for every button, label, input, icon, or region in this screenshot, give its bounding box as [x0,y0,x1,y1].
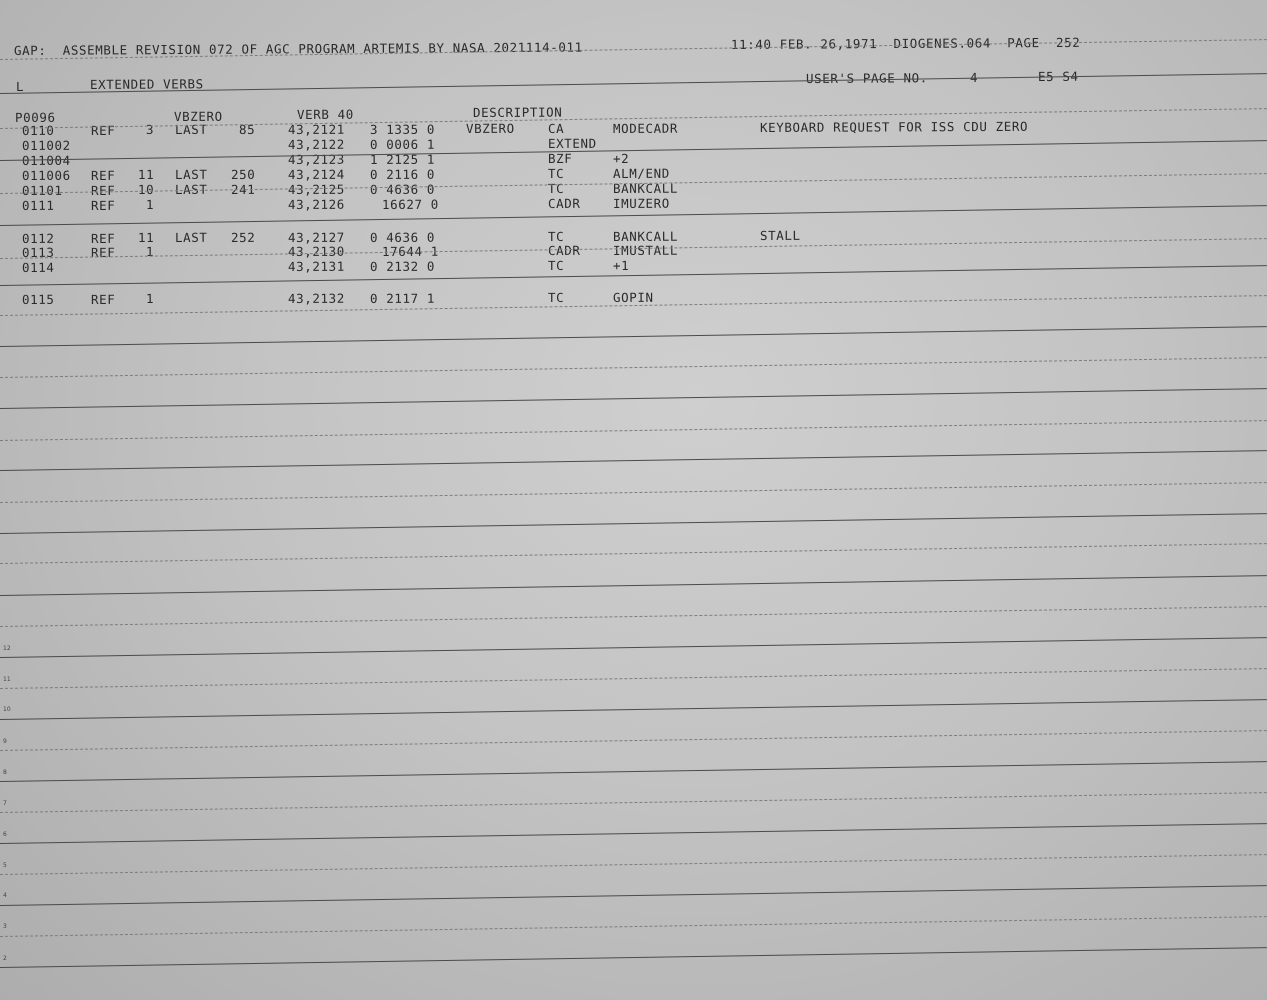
cell-opcode: CA [547,120,565,136]
cell-octal-word: 17644 1 [381,243,439,259]
margin-line-number: 10 [3,706,11,713]
cell-ref-keyword: REF [90,197,116,213]
dashed-rule [0,606,1267,627]
timestamp-header: 11:40 FEB. 26,1971 DIOGENES.064 PAGE 252 [730,34,1081,52]
cell-address: 43,2122 [287,136,345,152]
dashed-rule [0,420,1267,441]
cell-octal-word: 0 4636 0 [369,181,436,197]
cell-octal-word: 1 2125 1 [369,151,436,167]
cell-ref-count: 10 [137,181,155,197]
cell-last-page: 241 [230,181,256,197]
cell-last-page: 252 [230,229,256,245]
cell-opcode: TC [547,257,565,273]
cell-opcode: TC [547,180,565,196]
cell-address: 43,2132 [287,290,345,306]
cell-opcode: BZF [547,150,573,166]
cell-last-page: 85 [238,121,256,137]
cell-operand: BANKCALL [612,228,679,244]
cell-line-number: 0110 [21,122,55,138]
solid-rule [0,136,1267,161]
cell-operand: GOPIN [612,289,654,305]
cell-line-number: 011004 [21,152,71,168]
cell-ref-count: 11 [137,229,155,245]
cell-line-number: 0111 [21,197,55,213]
cell-comment: KEYBOARD REQUEST FOR ISS CDU ZERO [759,118,1029,135]
cell-address: 43,2130 [287,243,345,259]
cell-address: 43,2123 [287,151,345,167]
cell-address: 43,2124 [287,166,345,182]
cell-last-keyword: LAST [174,166,208,182]
solid-rule [0,947,1267,968]
dashed-rule [0,543,1267,564]
cell-opcode: EXTEND [547,135,597,151]
verb-heading: VERB 40 [296,106,354,122]
cell-opcode: TC [547,228,565,244]
margin-line-number: 8 [3,769,7,776]
cell-octal-word: 0 2117 1 [369,290,436,306]
cell-operand: +2 [612,150,630,166]
margin-line-number: 7 [3,800,7,807]
cell-ref-count: 11 [137,166,155,182]
cell-last-keyword: LAST [174,121,208,137]
cell-line-number: 01101 [21,182,63,198]
solid-rule [0,761,1267,782]
cell-octal-word: 0 4636 0 [369,229,436,245]
cell-operand: IMUSTALL [612,242,679,258]
cell-last-page: 250 [230,166,256,182]
cell-line-number: 0114 [21,259,55,275]
cell-operand: ALM/END [612,165,670,181]
cell-octal-word: 3 1335 0 [369,121,436,137]
page-id: P0096 [14,109,56,125]
solid-rule [0,265,1267,286]
dashed-rule [0,482,1267,503]
solid-rule [0,388,1267,409]
cell-ref-keyword: REF [90,230,116,246]
cell-comment: STALL [759,227,801,243]
cell-address: 43,2126 [287,196,345,212]
solid-rule [0,823,1267,844]
cell-operand: BANKCALL [612,180,679,196]
margin-line-number: 6 [3,831,7,838]
cell-opcode: CADR [547,242,581,258]
solid-rule [0,885,1267,906]
margin-line-number: 2 [3,955,7,962]
cell-last-keyword: LAST [174,181,208,197]
cell-line-number: 0113 [21,244,55,260]
user-page-label: USER'S PAGE NO. [805,70,928,86]
cell-symbol-label: VBZERO [465,120,515,136]
solid-rule [0,699,1267,720]
cell-operand: +1 [612,257,630,273]
margin-line-number: 3 [3,923,7,930]
cell-opcode: TC [547,289,565,305]
dashed-rule [0,730,1267,751]
cell-opcode: CADR [547,195,581,211]
cell-address: 43,2121 [287,121,345,137]
cell-ref-count: 1 [145,196,155,212]
cell-octal-word: 0 2132 0 [369,258,436,274]
description-heading: DESCRIPTION [472,104,563,120]
dashed-rule [0,668,1267,689]
margin-line-number: 12 [3,645,11,652]
assembly-header: GAP: ASSEMBLE REVISION 072 OF AGC PROGRAM ARTEMIS BY NASA 2021114-011 [13,39,583,58]
dashed-rule [0,357,1267,378]
solid-rule [0,637,1267,658]
cell-octal-word: 0 2116 0 [369,166,436,182]
cell-ref-keyword: REF [90,167,116,183]
cell-ref-keyword: REF [90,122,116,138]
cell-address: 43,2127 [287,229,345,245]
margin-line-number: 11 [3,676,11,683]
solid-rule [0,326,1267,347]
margin-line-number: 5 [3,862,7,869]
cell-octal-word: 16627 0 [381,196,439,212]
cell-opcode: TC [547,165,565,181]
dashed-rule [0,854,1267,875]
cell-last-keyword: LAST [174,229,208,245]
cell-operand: MODECADR [612,120,679,136]
solid-rule [0,575,1267,596]
cell-ref-keyword: REF [90,291,116,307]
user-page-number: 4 [969,69,979,85]
cell-ref-count: 1 [145,243,155,259]
dashed-rule [0,792,1267,813]
cell-address: 43,2125 [287,181,345,197]
solid-rule [0,450,1267,471]
cell-address: 43,2131 [287,258,345,274]
margin-line-number: 9 [3,738,7,745]
cell-line-number: 011002 [21,137,71,153]
solid-rule [0,513,1267,534]
page-code: E5 S4 [1037,68,1079,84]
cell-octal-word: 0 0006 1 [369,136,436,152]
log-section-letter: L [15,78,25,94]
cell-line-number: 0115 [21,291,55,307]
cell-ref-keyword: REF [90,182,116,198]
log-section-title: EXTENDED VERBS [89,76,204,92]
cell-ref-count: 3 [145,121,155,137]
margin-line-number: 4 [3,892,7,899]
cell-ref-keyword: REF [90,244,116,260]
cell-ref-count: 1 [145,290,155,306]
cell-operand: IMUZERO [612,195,670,211]
cell-line-number: 011006 [21,167,71,183]
cell-line-number: 0112 [21,230,55,246]
dashed-rule [0,916,1267,937]
vbzero-heading: VBZERO [173,108,223,124]
